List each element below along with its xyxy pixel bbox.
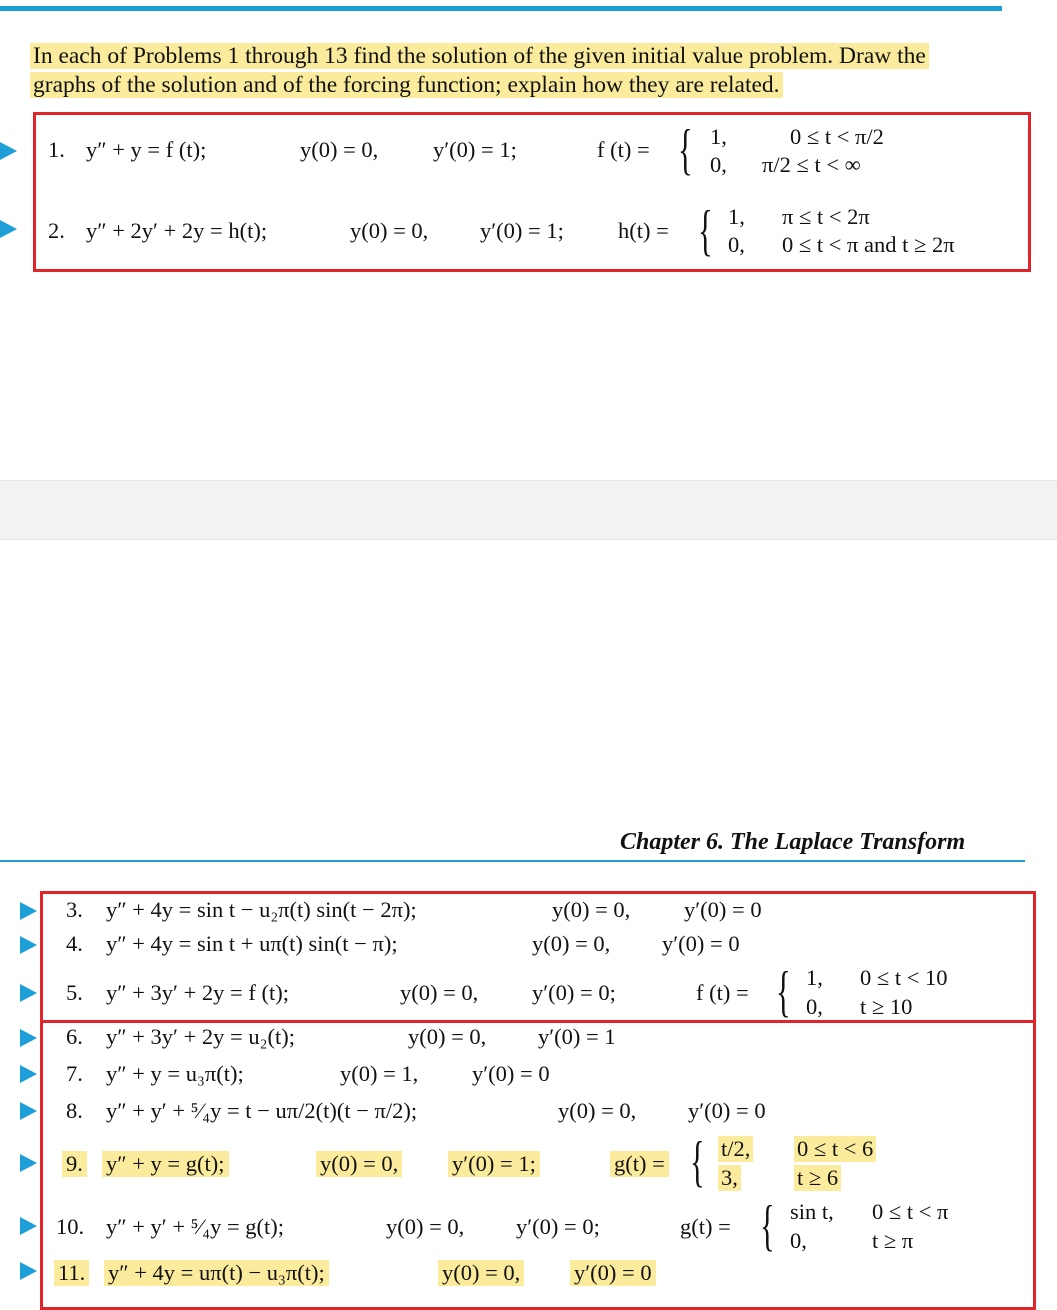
problem-10-case2-cond: t ≥ π [872,1228,914,1253]
problem-11-ic-y: y(0) = 0, [438,1260,524,1286]
problem-11-number: 11. [54,1260,89,1286]
brace-icon: { [698,200,713,262]
problem-11-ic-yprime: y′(0) = 0 [570,1260,656,1286]
problem-5-case1-cond: 0 ≤ t < 10 [860,965,948,990]
problem-3-equation: y″ + 4y = sin t − u₂π(t) sin(t − 2π); [106,897,417,922]
problem-1-case1-value: 1, [710,124,727,149]
problem-5-ic-y: y(0) = 0, [400,980,479,1005]
top-rule [0,6,1002,11]
problem-10-ic-y: y(0) = 0, [386,1214,465,1239]
problem-10-number: 10. [56,1214,85,1239]
problem-1-case2-value: 0, [710,152,727,177]
problem-2-forcing-name: h(t) = [618,218,669,243]
problem-2-case2-cond: 0 ≤ t < π and t ≥ 2π [782,232,955,257]
problem-4-ic-yprime: y′(0) = 0 [662,931,740,956]
problem-2-equation: y″ + 2y′ + 2y = h(t); [86,218,268,243]
problem-10-forcing-name: g(t) = [680,1214,731,1239]
problem-8-ic-y: y(0) = 0, [558,1098,637,1123]
problem-9-ic-y: y(0) = 0, [316,1151,402,1177]
problem-9-case2-value: 3, [718,1165,741,1191]
bookmark-arrow-icon[interactable] [20,1102,37,1120]
problem-6-equation: y″ + 3y′ + 2y = u₂(t); [106,1024,295,1049]
bookmark-arrow-icon[interactable] [20,1217,37,1235]
problem-9-number: 9. [62,1151,87,1177]
problem-1-ic-y: y(0) = 0, [300,137,379,162]
problem-11-equation: y″ + 4y = uπ(t) − u₃π(t); [104,1260,329,1286]
problem-1-ic-yprime: y′(0) = 1; [433,137,517,162]
bookmark-arrow-icon[interactable] [20,984,37,1002]
problem-9-ic-yprime: y′(0) = 1; [448,1151,540,1177]
problem-7-number: 7. [66,1061,83,1086]
problem-7-ic-yprime: y′(0) = 0 [472,1061,550,1086]
chapter-rule [0,860,1025,862]
problem-5-case1-value: 1, [806,965,823,990]
problem-8-equation: y″ + y′ + ⁵⁄₄y = t − uπ/2(t)(t − π/2); [106,1098,418,1123]
problem-8-ic-yprime: y′(0) = 0 [688,1098,766,1123]
problem-2-ic-y: y(0) = 0, [350,218,429,243]
problem-3-ic-yprime: y′(0) = 0 [684,897,762,922]
brace-icon: { [760,1195,775,1257]
problem-7-equation: y″ + y = u₃π(t); [106,1061,244,1086]
problem-10-ic-yprime: y′(0) = 0; [516,1214,600,1239]
problem-10-case1-value: sin t, [790,1199,834,1224]
problem-8-number: 8. [66,1098,83,1123]
problem-5-equation: y″ + 3y′ + 2y = f (t); [106,980,289,1005]
problem-5-case2-cond: t ≥ 10 [860,994,913,1018]
problem-9-forcing-name: g(t) = [610,1151,669,1177]
problem-3-number: 3. [66,897,83,922]
problem-5-ic-yprime: y′(0) = 0; [532,980,616,1005]
brace-icon: { [690,1131,705,1193]
problem-1-case1-cond: 0 ≤ t < π/2 [790,124,884,149]
problem-4-equation: y″ + 4y = sin t + uπ(t) sin(t − π); [106,931,398,956]
brace-icon: { [776,961,791,1023]
bookmark-arrow-icon[interactable] [20,1065,37,1083]
problem-10-case1-cond: 0 ≤ t < π [872,1199,949,1224]
problem-6-ic-yprime: y′(0) = 1 [538,1024,616,1049]
problem-2-ic-yprime: y′(0) = 1; [480,218,564,243]
bookmark-arrow-icon[interactable] [0,220,17,238]
problem-2-case1-cond: π ≤ t < 2π [782,204,870,229]
problem-9-case2-cond: t ≥ 6 [794,1165,841,1191]
problem-10-case2-value: 0, [790,1228,807,1253]
instructions-line-1: In each of Problems 1 through 13 find the solution of the given initial value problem. Draw the [30,43,929,69]
problem-6-ic-y: y(0) = 0, [408,1024,487,1049]
problem-5-forcing-name: f (t) = [696,980,749,1005]
problem-1-forcing-name: f (t) = [597,137,650,162]
problem-2-case1-value: 1, [728,204,745,229]
problem-2-number: 2. [48,218,65,243]
problem-9-equation: y″ + y = g(t); [102,1151,229,1177]
page-separator [0,480,1057,540]
problem-9-case1-value: t/2, [718,1136,753,1162]
bookmark-arrow-icon[interactable] [20,1029,37,1047]
brace-icon: { [678,119,693,181]
problem-6-number: 6. [66,1024,83,1049]
problem-2-case2-value: 0, [728,232,745,257]
bookmark-arrow-icon[interactable] [20,1262,37,1280]
problem-1-number: 1. [48,137,65,162]
problem-3-ic-y: y(0) = 0, [552,897,631,922]
problem-5-number: 5. [66,980,83,1005]
problem-4-number: 4. [66,931,83,956]
bookmark-arrow-icon[interactable] [20,1154,37,1172]
problem-10-equation: y″ + y′ + ⁵⁄₄y = g(t); [106,1214,285,1239]
bookmark-arrow-icon[interactable] [20,902,37,920]
problem-5-case2-value: 0, [806,994,823,1018]
problem-4-ic-y: y(0) = 0, [532,931,611,956]
problem-1-case2-cond: π/2 ≤ t < ∞ [762,152,861,177]
instructions-line-2: graphs of the solution and of the forcing function; explain how they are related. [30,72,783,98]
chapter-title: Chapter 6. The Laplace Transform [620,829,966,855]
bookmark-arrow-icon[interactable] [20,936,37,954]
problem-9-case1-cond: 0 ≤ t < 6 [794,1136,876,1162]
problem-7-ic-y: y(0) = 1, [340,1061,419,1086]
problem-1-equation: y″ + y = f (t); [86,137,207,162]
instructions-paragraph [30,42,1030,100]
bookmark-arrow-icon[interactable] [0,142,17,160]
